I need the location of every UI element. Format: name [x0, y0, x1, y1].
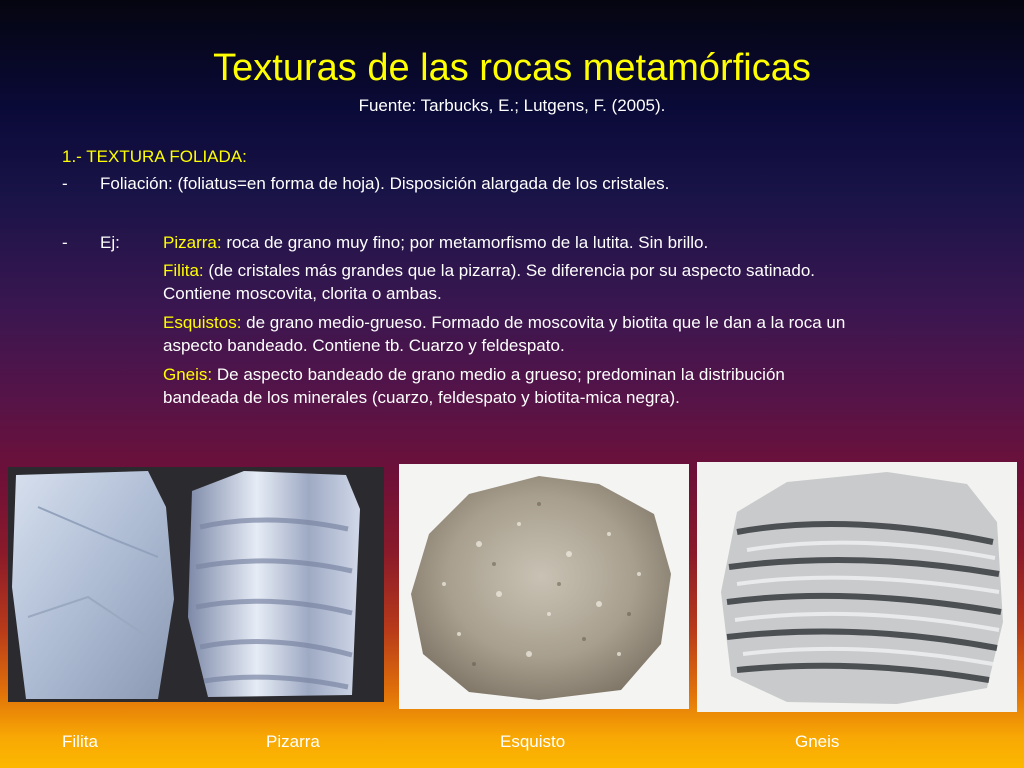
example-pizarra — [163, 232, 708, 254]
esquisto-illustration — [399, 464, 689, 709]
example-name: Filita: — [163, 261, 204, 280]
section-heading: 1.- TEXTURA FOLIADA: — [62, 147, 247, 166]
example-name: Pizarra: — [163, 233, 222, 252]
example-gneis — [163, 364, 785, 386]
photo-filita-pizarra — [8, 467, 384, 702]
photo-esquisto — [399, 464, 689, 709]
caption-filita: Filita — [62, 732, 98, 751]
example-line: roca de grano muy fino; por metamorfismo de la lutita. Sin brillo. — [226, 233, 709, 252]
example-esquistos — [163, 312, 845, 334]
caption-pizarra: Pizarra — [266, 732, 320, 751]
example-name: Gneis: — [163, 365, 213, 384]
gneis-illustration — [697, 462, 1017, 712]
example-name: Esquistos: — [163, 313, 242, 332]
bullet-marker: - — [62, 233, 68, 252]
example-line: de grano medio-grueso. Formado de moscovita y biotita que le dan a la roca un — [246, 313, 846, 332]
example-line: Contiene moscovita, clorita o ambas. — [163, 284, 442, 303]
caption-esquisto: Esquisto — [500, 732, 566, 751]
example-line: aspecto bandeado. Contiene tb. Cuarzo y feldespato. — [163, 336, 565, 355]
example-line: De aspecto bandeado de grano medio a grueso; predominan la distribución — [216, 365, 785, 384]
foliation-text: Foliación: (foliatus=en forma de hoja). Disposición alargada de los cristales. — [100, 174, 670, 193]
examples-label: Ej: — [100, 233, 120, 252]
caption-gneis: Gneis — [795, 732, 840, 751]
example-line: (de cristales más grandes que la pizarra). Se diferencia por su aspecto satinado. — [208, 261, 816, 280]
slide-subtitle: Fuente: Tarbucks, E.; Lutgens, F. (2005). — [358, 96, 666, 115]
example-line: bandeada de los minerales (cuarzo, feldespato y biotita-mica negra). — [163, 388, 680, 407]
example-filita — [163, 260, 815, 282]
slide-title: Texturas de las rocas metamórficas — [213, 47, 811, 89]
photo-gneis — [697, 462, 1017, 712]
filita-pizarra-illustration — [8, 467, 384, 702]
bullet-marker: - — [62, 174, 68, 193]
